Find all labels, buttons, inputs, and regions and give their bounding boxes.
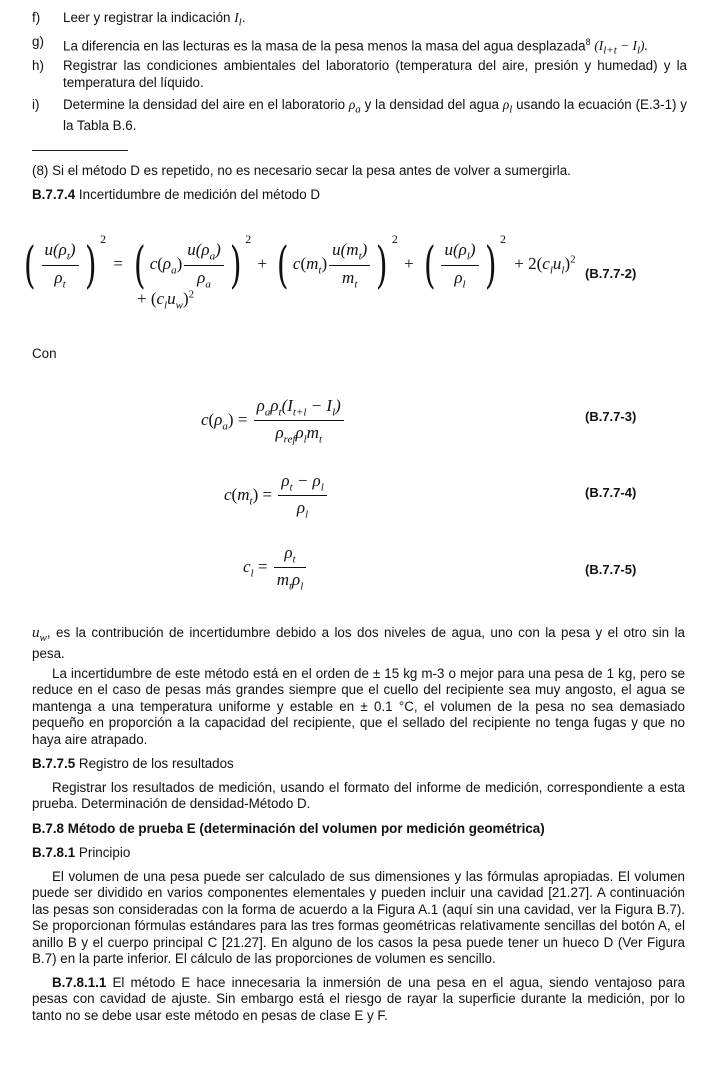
reading-symbol: $I_l$: [234, 10, 242, 29]
list-label: h): [32, 58, 44, 73]
equation-b774: $c(m_t)$ = $\frac{\rho_t - \rho_l}{\rho_l}$: [224, 471, 329, 521]
rho-l-symbol: $\rho_l$: [502, 97, 513, 116]
section-heading-b775: [32, 756, 685, 772]
list-item-f: [32, 10, 687, 31]
section-number: B.7.7.5: [32, 756, 76, 771]
b7811-paragraph: [32, 975, 685, 1024]
section-number: B.7.7.4: [32, 187, 76, 202]
list-label: f): [32, 10, 41, 25]
section-title: Principio: [78, 845, 131, 860]
footnote: (8) Si el método D es repetido, no es necesario secar la pesa antes de volver a sumergirla.: [32, 163, 571, 178]
equation-b773: $c(\rho_a)$ = $\frac{\rho_a\rho_t(I_{t+l} - I_l)}{\rho_{ref}\rho_lm_t}$: [201, 396, 346, 446]
list-label: i): [32, 97, 40, 112]
principio-paragraph: El volumen de una pesa puede ser calculado de sus dimensiones y las fórmulas apropiadas. El volumen puede ser dividido en varios componentes elementales y pueden incluir una cavidad [21.27]. A continuación las pesas son consideradas con la forma de acuerdo a la Figura A.1 (aquí sin una cavidad, ver la Figura B.7). Se proporcionan fórmulas estándares para las tres formas geométricas relativamente sencillas del botón A, el anillo B y el cuerpo principal C [21.27]. En alguno de los casos la pesa puede tener un hueco D (Ver Figura B.7) en la parte inferior. El cálculo de las proporciones de volumen es sencillo.: [32, 869, 685, 967]
section-number: B.7.8.1.1: [52, 975, 107, 990]
list-text-c: usando la ecuación (E.3-1) y la Tabla B.6.: [63, 97, 687, 134]
equation-number: (B.7.7-4): [585, 485, 637, 500]
section-title: Registro de los resultados: [78, 756, 234, 771]
footnote-ref: 8: [585, 37, 591, 47]
list-text: Registrar las condiciones ambientales del laboratorio (temperatura del aire, presión y humedad) y la temperatura del líquido.: [63, 58, 687, 90]
difference-formula: $(I_{l+t} - I_l)$.: [594, 38, 648, 58]
uw-symbol: $u_w$: [32, 625, 47, 644]
section-heading-b781: [32, 845, 685, 861]
list-item-h: [32, 58, 687, 91]
list-item-g: [32, 34, 687, 60]
rho-a-symbol: $\rho_a$: [348, 97, 361, 116]
equation-number: (B.7.7-3): [585, 409, 637, 424]
list-item-i: [32, 97, 687, 135]
footnote-divider: [32, 150, 128, 151]
paragraph-text: El método E hace innecesaria la inmersión de una pesa en el agua, siendo ventajoso para pesas con cavidad de ajuste. Sin embargo está el riesgo de rayar la superficie durante la medición, por lo tanto no se debe usar este método en pesas de clase E y F.: [32, 975, 685, 1023]
equation-b775: $c_l$ = $\frac{\rho_t}{m_t\rho_l}$: [243, 543, 308, 593]
equation-number: (B.7.7-2): [585, 266, 637, 281]
uw-text: , es la contribución de incertidumbre debido a los dos niveles de agua, uno con la pesa y el otro sin la pesa.: [32, 625, 685, 662]
equation-number: (B.7.7-5): [585, 562, 637, 577]
list-tail: .: [241, 10, 246, 25]
equation-b772: ( $\frac{u(\rho_t)}{\rho_t}$ ) $^2$ = ( $c(\rho_a)$ $\frac{u(\rho_a)}{\rho_a}$ ) $^2$ + ( $c(m_t)$ $\frac{u(m_t)}{m_t}$ ) $^2$ + ( $\frac{u(\rho_l)}{\rho_l}$ ) $^2 + 2(c_lu_l)^2$: [23, 232, 576, 295]
list-text: La diferencia en las lecturas es la masa de la pesa menos la masa del agua desplazada: [63, 38, 586, 54]
section-title: Incertidumbre de medición del método D: [78, 187, 321, 202]
section-heading-b774: [32, 187, 685, 203]
registro-paragraph: Registrar los resultados de medición, usando el formato del informe de medición, correspondiente a esta prueba. Determinación de densidad-Método D.: [32, 780, 685, 812]
con-label: Con: [32, 346, 57, 361]
section-heading-b78: B.7.8 Método de prueba E (determinación del volumen por medición geométrica): [32, 821, 545, 836]
equation-b772-cont: + $(c_lu_w)^2$: [137, 288, 195, 312]
section-number: B.7.8.1: [32, 845, 76, 860]
uw-paragraph: [32, 625, 685, 663]
incertidumbre-paragraph: La incertidumbre de este método está en el orden de ± 15 kg m-3 o mejor para una pesa de 1 kg, pero se reduce en el caso de pesas más grandes siempre que el cuello del recipiente sea muy angosto, el agua se mantenga a una temperatura uniforme y estable en ± 0.1 °C, el volumen de la pesa no sea demasiado pequeño en proporción a la capacidad del recipiente, que el sellado del recipiente no tenga fugas y que no haya aire atrapado.: [32, 666, 685, 747]
list-text: Leer y registrar la indicación: [63, 10, 231, 25]
list-text-a: Determine la densidad del aire en el laboratorio: [63, 97, 346, 112]
list-label: g): [32, 34, 44, 49]
list-text-b: y la densidad del agua: [364, 97, 500, 112]
